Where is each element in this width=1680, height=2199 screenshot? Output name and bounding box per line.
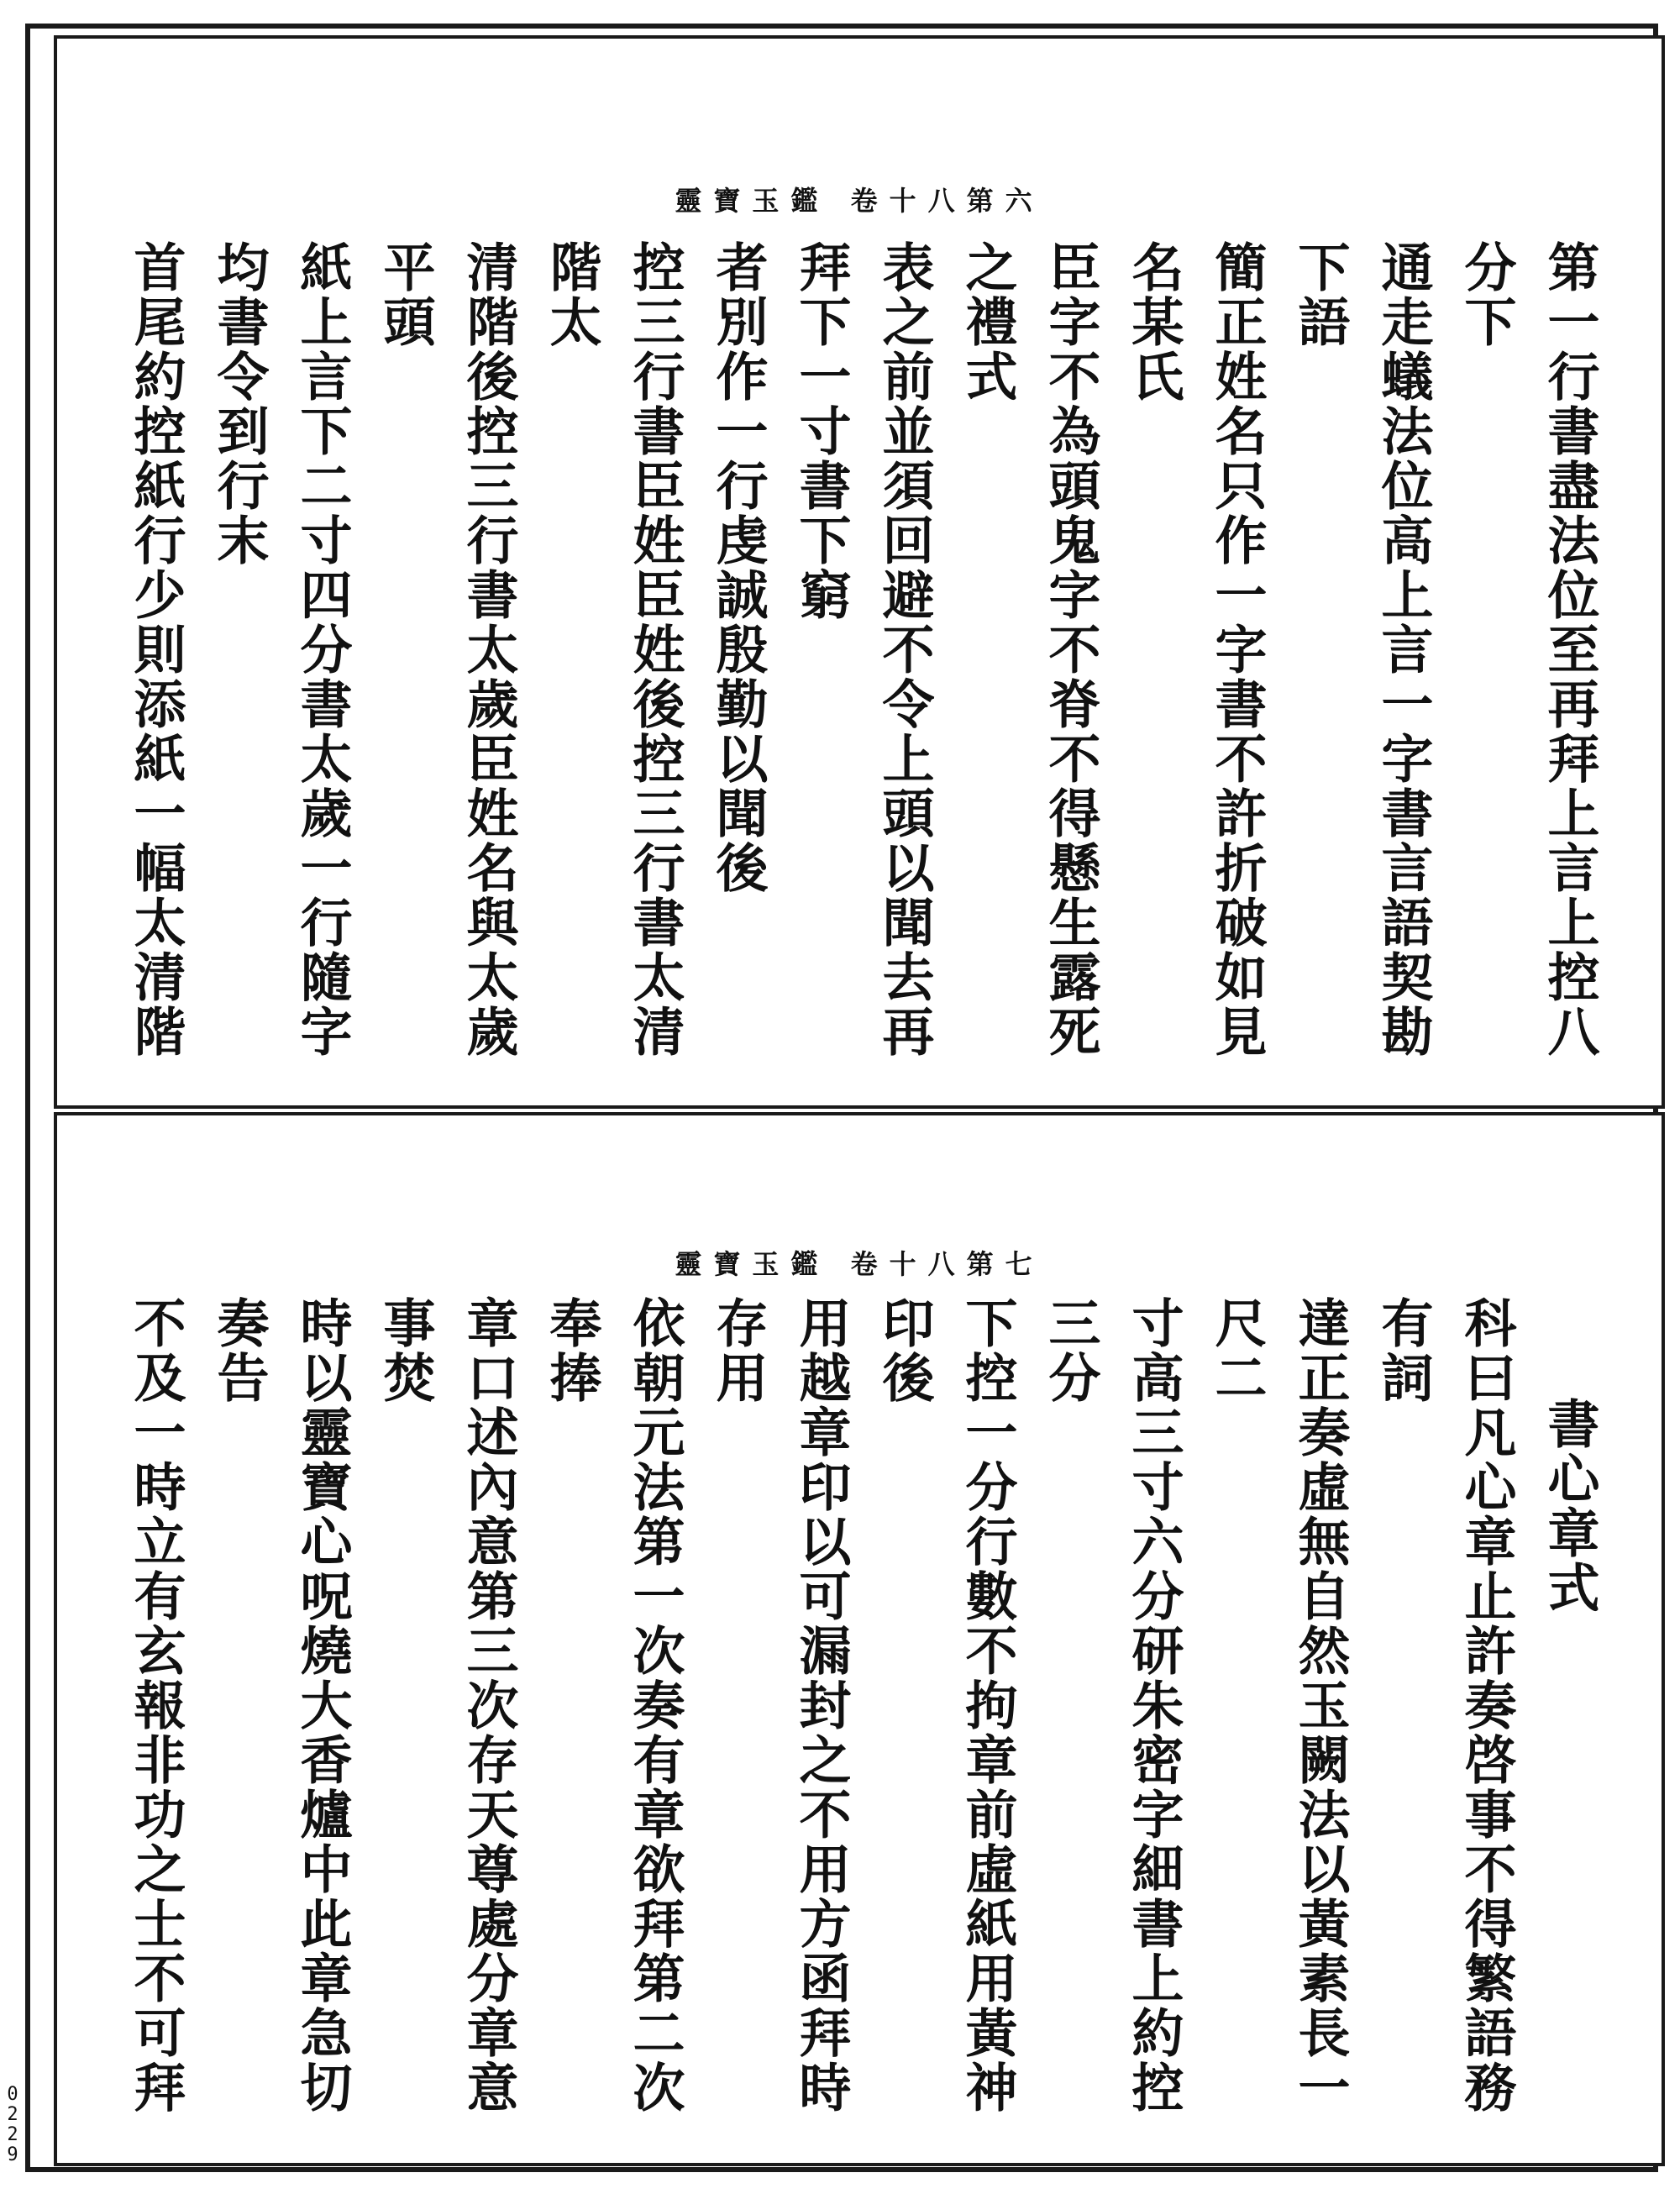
page-frame: [25, 24, 1658, 2172]
text-column: 科曰凡心章止許奏啓事不得繁語務有詞: [1373, 1296, 1517, 2115]
bottom-page-body: [108, 1296, 1611, 2129]
page-number-digit: 9: [7, 2144, 18, 2165]
text-column: 紙上言下二寸四分書太歲一行隨字均書令到行末: [208, 240, 353, 1059]
text-column: 首尾約控紙行少則添紙一幅太清階: [125, 240, 186, 1059]
page-number-digit: 2: [7, 2124, 18, 2145]
text-column: 依朝元法第一次奏有章欲拜第二次奉捧: [541, 1296, 685, 2115]
text-column: 不及一時立有玄報非功之士不可拜: [125, 1296, 186, 2115]
text-column: 臣字不為頭鬼字不脊不得懸生露死之禮式: [957, 240, 1101, 1059]
top-page-body: [108, 240, 1611, 1072]
top-page-header: 靈寶玉鑑 卷十八第六: [675, 185, 1044, 217]
page-number: [3, 2085, 22, 2165]
text-column: 簡正姓名只作一字書不許折破如見名某氏: [1123, 240, 1268, 1059]
text-column: 第一行書盡法位至再拜上言上控八分下: [1456, 240, 1600, 1059]
text-column: 用越章印以可漏封之不用方函拜時存用: [707, 1296, 852, 2115]
page-number-digit: 0: [7, 2084, 18, 2105]
top-page: [54, 35, 1665, 1109]
text-column: 寸高三寸六分研朱密字細書上約控三分: [1040, 1296, 1184, 2115]
text-column: 通走蟻法位高上言一字書言語契勘下語: [1289, 240, 1434, 1059]
section-title: 書心章式: [1539, 1397, 1600, 1615]
text-column: 清階後控三行書太歲臣姓名與太歲平頭: [375, 240, 519, 1059]
page-number-digit: 2: [7, 2104, 18, 2125]
text-column: 者別作一行虔誠殷勤以聞後: [707, 240, 769, 895]
text-column: 時以靈寶心呪燒大香爐中此章急切奏告: [208, 1296, 353, 2115]
bottom-page-header: 靈寶玉鑑 卷十八第七: [675, 1248, 1044, 1280]
text-column: 章口述內意第三次存天尊處分章意事焚: [375, 1296, 519, 2115]
text-column: 達正奏虛無自然玉闕法以黃素長一尺二: [1206, 1296, 1351, 2115]
text-column: 控三行書臣姓臣姓後控三行書太清階太: [541, 240, 685, 1059]
text-column: 表之前並須回避不令上頭以聞去再拜下一寸書下窮: [790, 240, 935, 1059]
bottom-page: [54, 1112, 1665, 2166]
text-column: 下控一分行數不拘章前虛紙用黃神印後: [874, 1296, 1018, 2115]
